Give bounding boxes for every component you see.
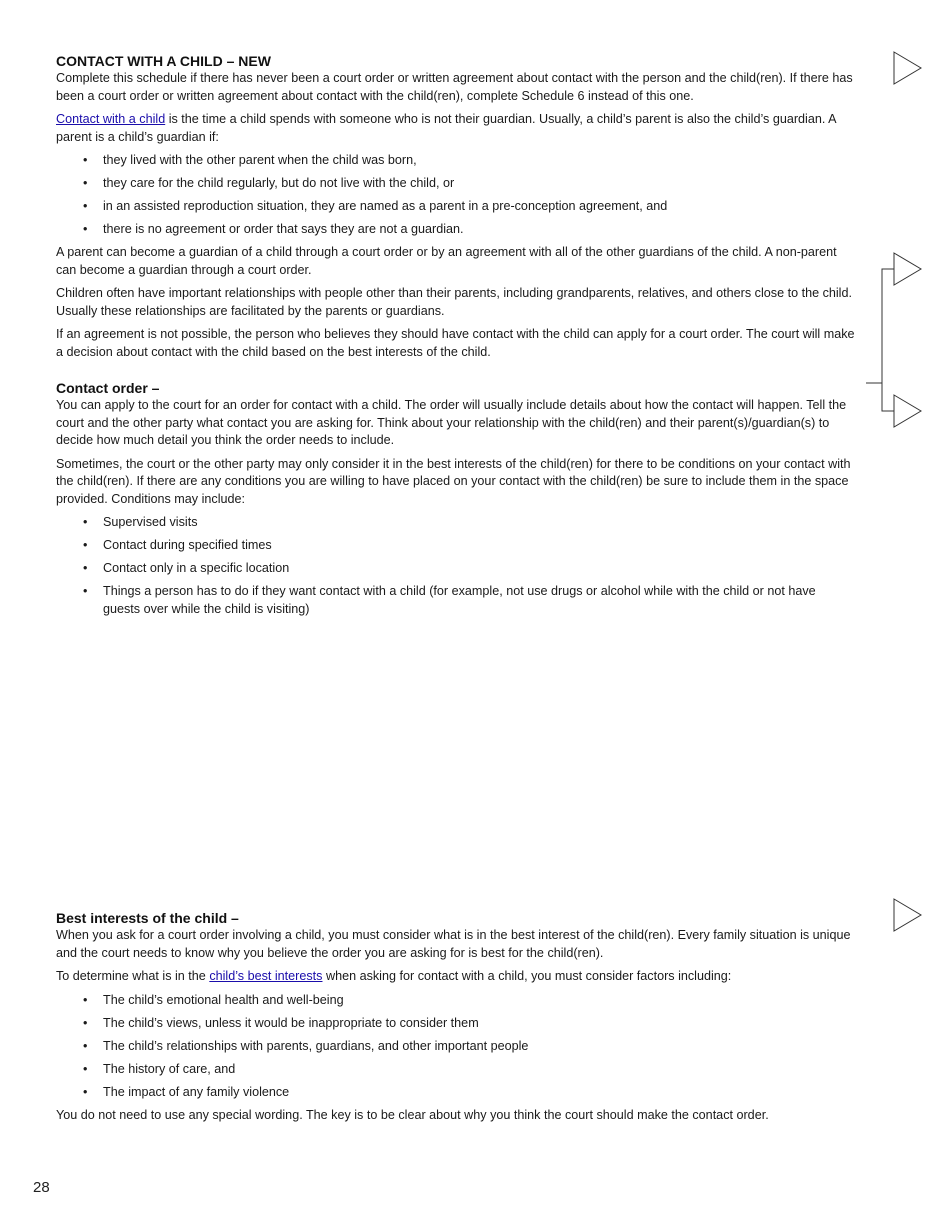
contact-with-child-link[interactable]: Contact with a child bbox=[56, 112, 166, 126]
section-best-interests bbox=[56, 909, 856, 1130]
closing-paragraph: You do not need to use any special wording. The key is to be clear about why you think the court should make the contact order. bbox=[56, 1107, 769, 1122]
list-item: • The impact of any family violence bbox=[56, 1084, 856, 1102]
list-item: • they lived with the other parent when the child was born, bbox=[56, 152, 856, 170]
list-item: • Contact during specified times bbox=[56, 537, 856, 555]
section-heading: Contact order – bbox=[56, 380, 160, 396]
list-item: • Things a person has to do if they want contact with a child (for example, not use drugs or alcohol while with the child or not have guests over while the child is visiting) bbox=[56, 583, 856, 618]
list-item: • Contact only in a specific location bbox=[56, 560, 856, 578]
page-number: 28 bbox=[33, 1179, 50, 1196]
list-item: • in an assisted reproduction situation, they are named as a parent in a pre-conception agreement, and bbox=[56, 198, 856, 216]
relationships-paragraph: Children often have important relationships with people other than their parents, including grandparents, relatives, and others close to the child. Usually these relationships are facilitated by the parents or guardians. bbox=[56, 286, 852, 318]
section-heading: CONTACT WITH A CHILD – NEW bbox=[56, 53, 271, 69]
marker-bracket bbox=[864, 265, 896, 415]
triangle-arrow-icon[interactable] bbox=[892, 50, 924, 86]
list-item: • they care for the child regularly, but do not live with the child, or bbox=[56, 175, 856, 193]
section-contact-order bbox=[56, 379, 856, 618]
factors-paragraph: To determine what is in the child’s best interests when asking for contact with a child, you must consider factors including: bbox=[56, 969, 732, 983]
intro-paragraph: Complete this schedule if there has never been a court order or written agreement about contact with the person and the child(ren). If there has been a court order or written agreement about contact with the child(ren), complete Schedule 6 instead of this one. bbox=[56, 71, 853, 103]
contact-order-paragraph: You can apply to the court for an order for contact with a child. The order will usually include details about how the contact will happen. Tell the court and the other party what contact you are asking for. Think about your relationship with the child(ren) and their parent(s)/guardian(s) to decide how much detail you think the order needs to include. bbox=[56, 398, 847, 447]
agreement-paragraph: If an agreement is not possible, the person who believes they should have contact with the child can apply for a court order. The court will make a decision about contact with the child based on the best interests of the child. bbox=[56, 327, 855, 359]
childs-best-interests-link[interactable]: child’s best interests bbox=[209, 969, 323, 983]
section-contact-with-child bbox=[56, 52, 856, 361]
definition-paragraph bbox=[56, 111, 856, 146]
list-item: • The child’s emotional health and well-being bbox=[56, 992, 856, 1010]
list-item: • The history of care, and bbox=[56, 1061, 856, 1079]
triangle-arrow-icon[interactable] bbox=[892, 897, 924, 933]
list-item: • there is no agreement or order that says they are not a guardian. bbox=[56, 221, 856, 239]
list-item: • The child’s views, unless it would be inappropriate to consider them bbox=[56, 1015, 856, 1033]
triangle-arrow-icon[interactable] bbox=[892, 251, 924, 287]
factors-list bbox=[56, 992, 856, 1102]
guardian-criteria-list bbox=[56, 152, 856, 239]
section-heading: Best interests of the child – bbox=[56, 910, 239, 926]
definition-text: is the time a child spends with someone who is not their guardian. Usually, a child’s parent is also the child’s guardian. A parent is a child’s guardian if: bbox=[56, 112, 836, 144]
guardian-paragraph: A parent can become a guardian of a child through a court order or by an agreement with all of the other guardians of the child. A non-parent can become a guardian through a court order. bbox=[56, 245, 837, 277]
best-interests-paragraph: When you ask for a court order involving a child, you must consider what is in the best interest of the child(ren). Every family situation is unique and the court needs to know why you believe the order you are asking for is best for the child(ren). bbox=[56, 928, 851, 960]
list-item: • Supervised visits bbox=[56, 514, 856, 532]
list-item: • The child’s relationships with parents, guardians, and other important people bbox=[56, 1038, 856, 1056]
conditions-paragraph: Sometimes, the court or the other party may only consider it in the best interests of the child(ren) for there to be conditions on your contact with the child(ren). If there are any conditions you are willing to have placed on your contact with the child(ren) be sure to include them in the space provided. Conditions may include: bbox=[56, 456, 851, 506]
triangle-arrow-icon[interactable] bbox=[892, 393, 924, 429]
conditions-list bbox=[56, 514, 856, 618]
main-content bbox=[56, 52, 856, 624]
